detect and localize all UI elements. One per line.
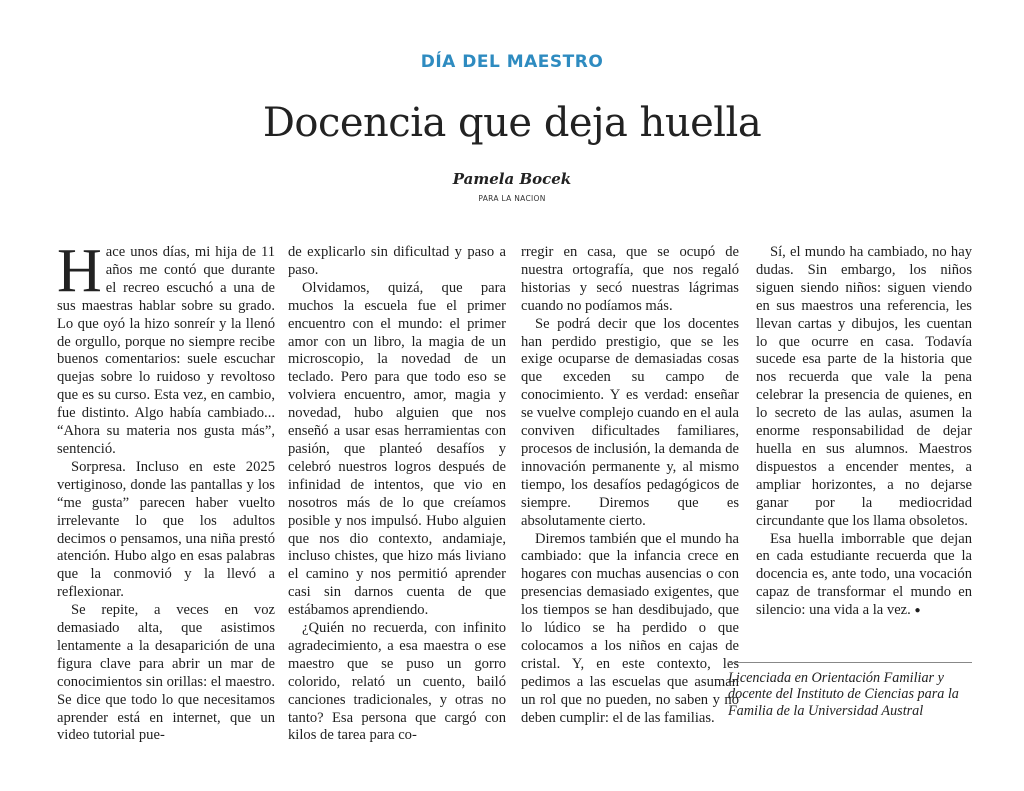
paragraph: Se podrá decir que los docentes han perdido prestigio, que se les exige ocuparse de demasiadas cosas que exceden su campo de conocimiento. Y es verdad: enseñar se vuelve complejo cuando en el aula conviven dificultades familiares, procesos de inclusión, la demanda de innovación permanente y, al mismo tiempo, los desafíos pedagógicos de siempre. Diremos que es absolutamente cierto. <box>521 315 740 529</box>
drop-cap: H <box>57 237 102 305</box>
paragraph: Sorpresa. Incluso en este 2025 vertiginoso, donde las pantallas y los “me gusta” parecen haber vuelto irrelevante lo que los adultos decimos o pensamos, una niña prestó atención. Hubo algo en esas palabras que la conmovió y la llevó a reflexionar. <box>57 458 275 601</box>
paragraph: rregir en casa, que se ocupó de nuestra ortografía, que nos regaló historias y secó nuestras lágrimas cuando no podíamos más. <box>521 244 739 314</box>
bio-divider <box>728 662 972 663</box>
article-column-4 <box>756 244 972 620</box>
paragraph: Diremos también que el mundo ha cambiado: que la infancia crece en hogares con muchas ausencias o con presencias demasiado exigentes, que los tiempos se han desdibujado, que lo lúdico se ha perdido o que colocamos a los niños en cajas de cristal. Y, en este contexto, les pedimos a las escuelas que asuman un rol que no pueden, no saben y no deben cumplir: el de las familias. <box>521 530 739 726</box>
end-mark-icon: ● <box>914 605 921 617</box>
paragraph <box>57 237 275 459</box>
paragraph: de explicarlo sin dificultad y paso a paso. <box>288 244 506 278</box>
article-column-3 <box>521 244 739 727</box>
section-label: DÍA DEL MAESTRO <box>420 52 604 72</box>
paragraph-text: Esa huella imborrable que dejan en cada estudiante recuerda que la docencia es, ante todo, una vocación capaz de transformar el mundo en silencio: una vida a la vez. <box>756 530 972 619</box>
article-column-1 <box>57 237 275 745</box>
author-byline: Pamela Bocek <box>452 170 572 188</box>
paragraph: Se repite, a veces en voz demasiado alta, que asistimos lentamente a la desaparición de una figura clave para abrir un mar de conocimientos sin orillas: el maestro. Se dice que todo lo que necesitamos aprender está en internet, que un video tutorial pue- <box>57 602 275 744</box>
paragraph: Sí, el mundo ha cambiado, no hay dudas. Sin embargo, los niños siguen siendo niños: siguen viendo en sus maestros una referencia, les llevan cartas y dibujos, les cuentan lo que ocurre en casa. Todavía sucede esa parte de la historia que nos recuerda que vale la pena celebrar la presencia de quienes, en lo secreto de las aulas, asumen la enorme responsabilidad de dejar huella en sus alumnos. Maestros dispuestos a encender mentes, a ampliar horizontes, a no dejarse ganar por la mediocridad circundante que los llama obsoletos. <box>756 244 972 529</box>
paragraph: Olvidamos, quizá, que para muchos la escuela fue el primer encuentro con el mundo: el primer amor con un libro, la magia de un microscopio, la novedad de un teclado. Pero para que todo eso se volviera encuentro, amor, magia y novedad, hubo alguien que nos enseñó a usar esas herramientas con pasión, que planteó desafíos y celebró nuestros logros después de infinidad de intentos, que vio en nosotros más de lo que creíamos posible y nos impulsó. Hubo alguien que nos dio contexto, andamiaje, incluso chistes, que hizo más liviano el camino y nos permitió aprender casi sin darnos cuenta de que estábamos aprendiendo. <box>288 279 506 619</box>
author-credit: PARA LA NACION <box>478 194 546 203</box>
paragraph-text: ace unos días, mi hija de 11 años me contó que durante el recreo escuchó a una de sus maestras hablar sobre su grado. Lo que oyó la hizo sonreír y la llenó de orgullo, porque no siempre recibe buenos comentarios: suele escuchar quejas sobre lo ruidoso y revoltoso que es su curso. Esta vez, en cambio, fue distinto. Algo había cambiado... “Ahora su materia nos gusta más”, sentenció. <box>57 244 275 457</box>
author-bio: Licenciada en Orientación Familiar y docente del Instituto de Ciencias para la Familia de la Universidad Austral <box>728 670 959 719</box>
paragraph <box>756 531 972 621</box>
headline: Docencia que deja huella <box>262 100 762 146</box>
article-column-2 <box>288 244 506 745</box>
paragraph: ¿Quién no recuerda, con infinito agradecimiento, a esa maestra o ese maestro que se puso un gorro colorido, relató un cuento, bailó canciones tradicionales, y otras no tanto? Esa persona que cargó con kilos de tarea para co- <box>288 620 506 744</box>
